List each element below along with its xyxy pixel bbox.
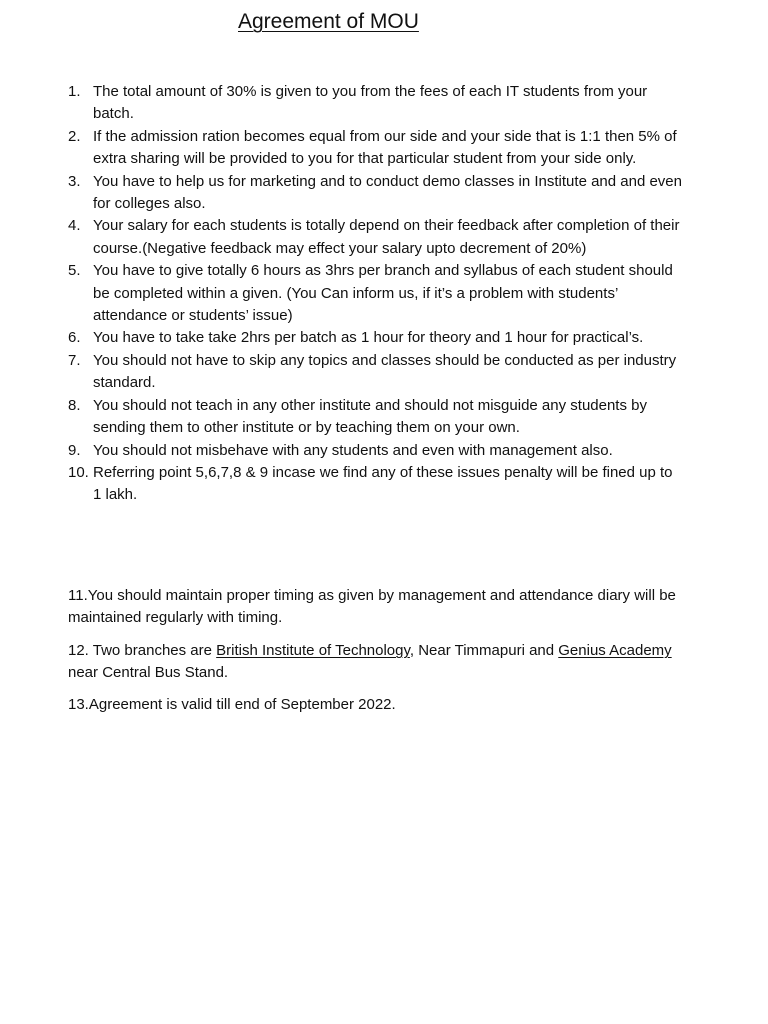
point-12: [68, 640, 683, 685]
list-item: [68, 81, 683, 126]
item-number: 5.: [68, 262, 81, 280]
list-item: [68, 462, 683, 507]
item-number: 8.: [68, 396, 81, 414]
item-number: 2.: [68, 127, 81, 145]
item-text: You should not misbehave with any students and even with management also.: [93, 441, 613, 459]
list-item: [68, 260, 683, 327]
point-13: 13.Agreement is valid till end of September 2022.: [68, 696, 396, 713]
item-number: 10.: [68, 463, 89, 481]
list-item: [68, 395, 683, 440]
item-text: You should not teach in any other institute and should not misguide any students by sending them to other institute or by teaching them on your own.: [93, 396, 647, 437]
item-text: Referring point 5,6,7,8 & 9 incase we find any of these issues penalty will be fined up to 1 lakh.: [93, 463, 673, 504]
item-text: The total amount of 30% is given to you from the fees of each IT students from your batch.: [93, 83, 648, 123]
list-item: [68, 327, 683, 349]
point-12-middle: , Near Timmapuri and: [409, 642, 559, 659]
point-12-suffix: near Central Bus Stand.: [68, 664, 229, 682]
item-text: You have to give totally 6 hours as 3hrs per branch and syllabus of each student should be completed within a given. (You Can inform us, if it’s a problem with students’ attendance or students’ issue): [93, 262, 673, 325]
item-text: Your salary for each students is totally depend on their feedback after completion of their course.(Negative feedback may effect your salary upto decrement of 20%): [93, 217, 680, 257]
item-text: You have to help us for marketing and to conduct demo classes in Institute and and even for colleges also.: [93, 172, 682, 213]
list-item: [68, 440, 683, 462]
agreement-list: [68, 81, 683, 507]
item-number: 7.: [68, 351, 81, 369]
item-text: If the admission ration becomes equal from our side and your side that is 1:1 then 5% of extra sharing will be provided to you for that particular student from your side only.: [93, 127, 677, 168]
branch-british-institute: British Institute of Technology: [216, 642, 410, 659]
point-11: 11.You should maintain proper timing as given by management and attendance diary will be maintained regularly with timing.: [68, 587, 676, 627]
branch-genius-academy: Genius Academy: [558, 642, 672, 659]
point-12-prefix: 12. Two branches are: [68, 642, 217, 659]
list-item: [68, 215, 683, 260]
item-number: 3.: [68, 172, 81, 190]
item-number: 1.: [68, 83, 81, 100]
item-number: 4.: [68, 217, 81, 235]
list-item: [68, 350, 683, 395]
item-number: 9.: [68, 441, 81, 459]
item-text: You have to take take 2hrs per batch as 1 hour for theory and 1 hour for practical’s.: [93, 329, 644, 347]
document-title: Agreement of MOU: [238, 10, 419, 33]
list-item: [68, 171, 683, 216]
item-text: You should not have to skip any topics and classes should be conducted as per industry standard.: [93, 351, 677, 392]
item-number: 6.: [68, 329, 81, 347]
list-item: [68, 126, 683, 171]
